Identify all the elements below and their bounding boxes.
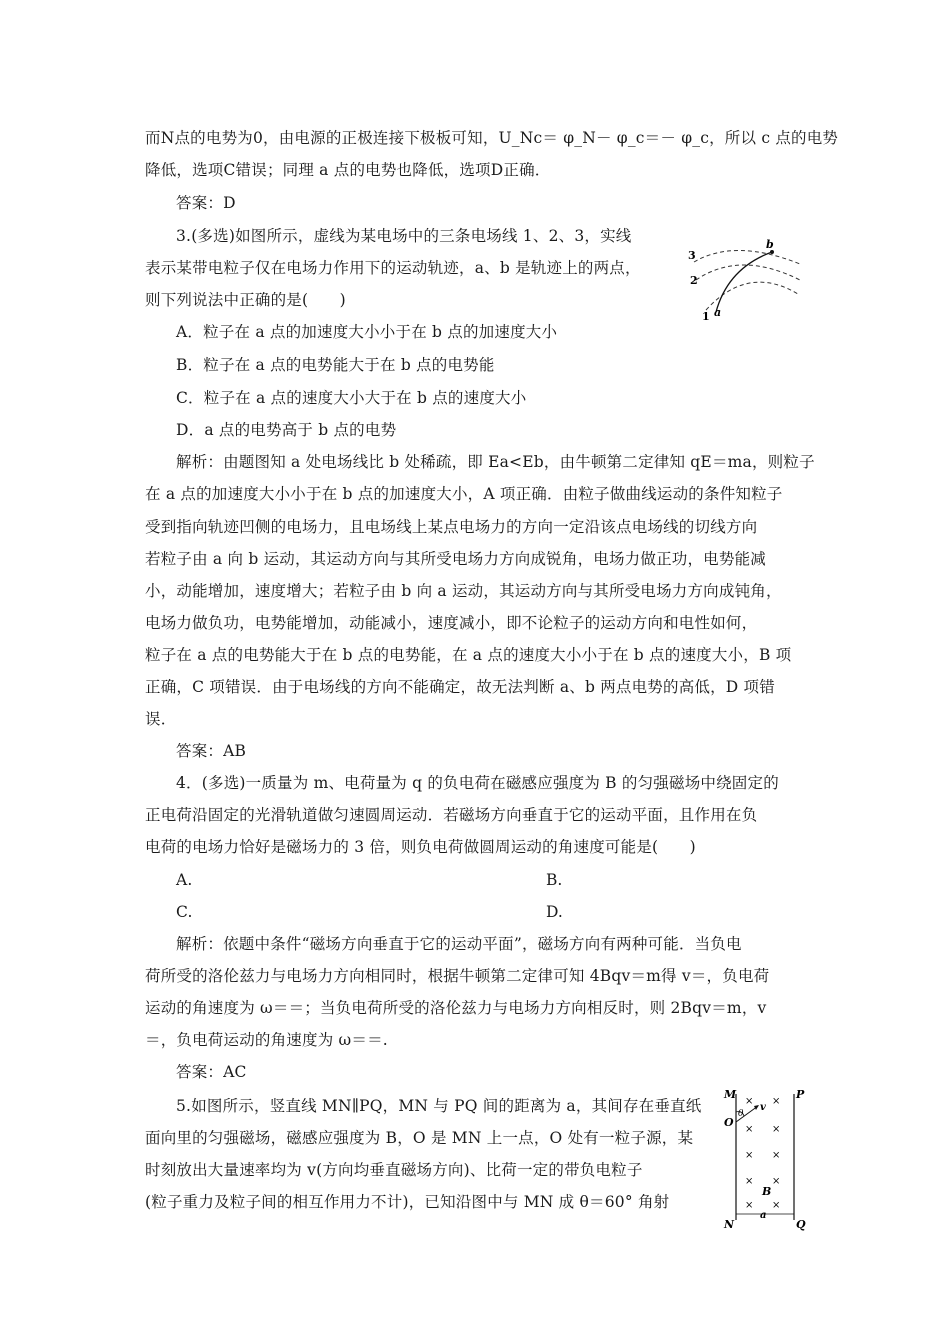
field-mark: ×: [772, 1200, 781, 1211]
field-mark: ×: [772, 1176, 781, 1187]
field-mark: ×: [745, 1176, 754, 1187]
analysis-line: 解析：由题图知 a 处电场线比 b 处稀疏，即 Ea<Eb，由牛顿第二定律知 qE＝ma，则粒子: [176, 453, 815, 471]
label-1: 1: [702, 310, 710, 323]
field-mark: ×: [745, 1200, 754, 1211]
label-m: M: [724, 1088, 737, 1101]
label-a-distance: a: [760, 1210, 767, 1221]
field-mark: ×: [772, 1096, 781, 1107]
paragraph-line: 降低，选项C错误；同理 a 点的电势也降低，选项D正确．: [145, 161, 551, 179]
field-line-3: [694, 250, 800, 264]
answer-line: 答案：AC: [176, 1063, 247, 1081]
label-v: v: [760, 1102, 766, 1113]
label-p: P: [796, 1088, 805, 1101]
option-a: A.: [176, 871, 193, 889]
answer-line: 答案：D: [176, 194, 236, 212]
question-3-line: 表示某带电粒子仅在电场力作用下的运动轨迹，a、b 是轨迹上的两点，: [145, 259, 641, 277]
question-5-line: 5.如图所示，竖直线 MN∥PQ，MN 与 PQ 间的距离为 a，其间存在垂直纸: [176, 1097, 702, 1115]
paragraph-line: 而N点的电势为0，由电源的正极连接下极板可知，U_Nc＝ φ_N－ φ_c＝－ φ_c，所以 c 点的电势: [145, 129, 839, 147]
question-4-line: 4．(多选)一质量为 m、电荷量为 q 的负电荷在磁感应强度为 B 的匀强磁场中绕固定的: [176, 774, 779, 792]
analysis-line: 若粒子由 a 向 b 运动，其运动方向与其所受电场力方向成锐角，电场力做正功，电势能减: [145, 550, 766, 568]
question-3-line: 则下列说法中正确的是( ): [145, 291, 346, 309]
analysis-line: 正确，C 项错误．由于电场线的方向不能确定，故无法判断 a、b 两点电势的高低，D 项错: [145, 678, 775, 696]
analysis-line: 小，动能增加，速度增大；若粒子由 b 向 a 运动，其运动方向与其所受电场力方向成钝角，: [145, 582, 782, 600]
field-mark: ×: [745, 1124, 754, 1135]
option-c: C.: [176, 903, 193, 921]
analysis-line: 在 a 点的加速度大小小于在 b 点的加速度大小，A 项正确．由粒子做曲线运动的条件知粒子: [145, 485, 783, 503]
analysis-line: 运动的角速度为 ω＝＝；当负电荷所受的洛伦兹力与电场力方向相反时，则 2Bqv＝m，v: [145, 999, 767, 1017]
option-d: D．a 点的电势高于 b 点的电势: [176, 421, 397, 439]
question-5-line: 面向里的匀强磁场，磁感应强度为 B，O 是 MN 上一点，O 处有一粒子源，某: [145, 1129, 694, 1147]
question-4-line: 正电荷沿固定的光滑轨道做匀速圆周运动．若磁场方向垂直于它的运动平面，且作用在负: [145, 806, 758, 824]
arrow-head: [754, 1105, 759, 1110]
field-mark: ×: [772, 1124, 781, 1135]
option-b: B.: [546, 871, 563, 889]
question-5-line: 时刻放出大量速率均为 v(方向均垂直磁场方向)、比荷一定的带负电粒子: [145, 1161, 643, 1179]
option-b: B．粒子在 a 点的电势能大于在 b 点的电势能: [176, 356, 495, 374]
option-c: C．粒子在 a 点的速度大小大于在 b 点的速度大小: [176, 389, 527, 407]
analysis-line: 误．: [145, 710, 177, 728]
label-n: N: [724, 1218, 735, 1231]
field-line-2: [696, 265, 800, 280]
analysis-line: 荷所受的洛伦兹力与电场力方向相同时，根据牛顿第二定律可知 4Bqv＝m得 v＝，负电荷: [145, 967, 770, 985]
analysis-line: ＝，负电荷运动的角速度为 ω＝＝.: [145, 1031, 388, 1049]
label-b: b: [766, 238, 774, 251]
label-theta: θ: [738, 1109, 744, 1119]
label-q: Q: [796, 1218, 806, 1231]
field-mark: ×: [772, 1150, 781, 1161]
magnetic-field-figure: [718, 1086, 818, 1236]
question-4-line: 电荷的电场力恰好是磁场力的 3 倍，则负电荷做圆周运动的角速度可能是( ): [145, 838, 696, 856]
analysis-line: 粒子在 a 点的电势能大于在 b 点的电势能，在 a 点的速度大小小于在 b 点的速度大小，B 项: [145, 646, 792, 664]
label-3: 3: [688, 249, 696, 262]
question-3-line: 3.(多选)如图所示，虚线为某电场中的三条电场线 1、2、3，实线: [176, 227, 632, 245]
field-mark: ×: [745, 1150, 754, 1161]
label-2: 2: [690, 274, 698, 287]
field-mark: ×: [745, 1096, 754, 1107]
question-5-line: (粒子重力及粒子间的相互作用力不计)，已知沿图中与 MN 成 θ＝60° 角射: [145, 1193, 670, 1211]
field-lines-figure: [690, 228, 810, 328]
analysis-line: 受到指向轨迹凹侧的电场力，且电场线上某点电场力的方向一定沿该点电场线的切线方向: [145, 518, 758, 536]
answer-line: 答案：AB: [176, 742, 247, 760]
option-d: D.: [546, 903, 563, 921]
label-b-field: B: [762, 1185, 772, 1198]
label-o: O: [724, 1116, 734, 1129]
analysis-line: 电场力做负功，电势能增加，动能减小，速度减小，即不论粒子的运动方向和电性如何，: [145, 614, 758, 632]
label-a: a: [714, 306, 722, 319]
analysis-line: 解析：依题中条件“磁场方向垂直于它的运动平面”，磁场方向有两种可能．当负电: [176, 935, 742, 953]
option-a: A．粒子在 a 点的加速度大小小于在 b 点的加速度大小: [176, 323, 558, 341]
